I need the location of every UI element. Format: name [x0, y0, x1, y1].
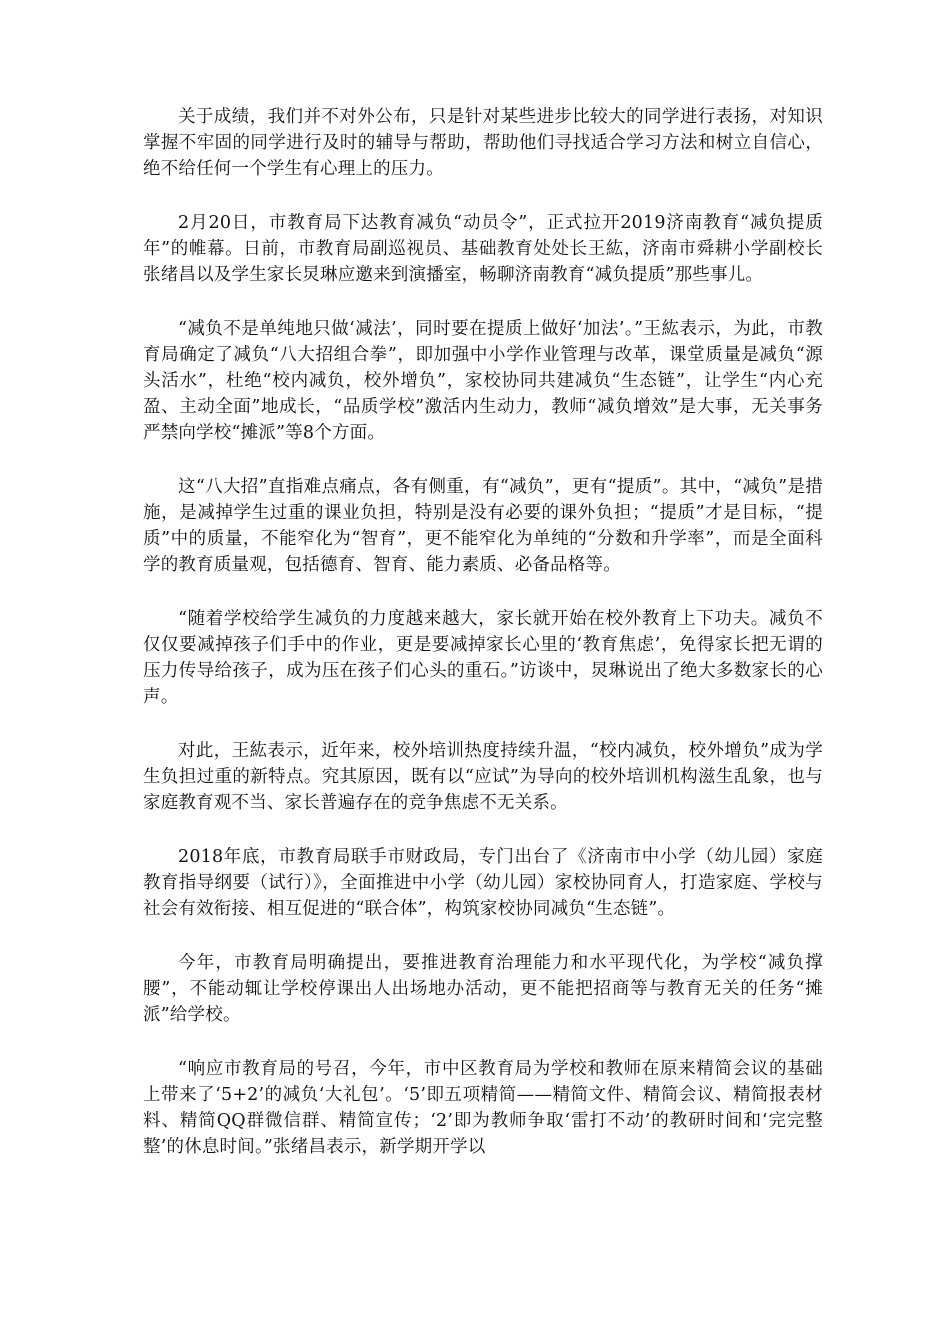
paragraph-9: “响应市教育局的号召，今年，市中区教育局为学校和教师在原来精简会议的基础上带来了‘5+2’的减负‘大礼包’。‘5’即五项精简——精简文件、精简会议、精简报表材料、精简QQ群微信群、精简宣传；‘2’即为教师争取‘雷打不动’的教研时间和‘完完整整’的休息时间。”张绪昌表示，新学期开学以 — [143, 1059, 823, 1157]
paragraph-2: 2月20日，市教育局下达教育减负“动员令”，正式拉开2019济南教育“减负提质年”的帷幕。日前，市教育局副巡视员、基础教育处处长王紘，济南市舜耕小学副校长张绪昌以及学生家长炅琳应邀来到演播室，畅聊济南教育“减负提质”那些事儿。 — [143, 213, 823, 285]
paragraph-3: “减负不是单纯地只做‘减法’，同时要在提质上做好‘加法’。”王紘表示，为此，市教育局确定了减负“八大招组合拳”，即加强中小学作业管理与改革，课堂质量是减负“源头活水”，杜绝“校内减负，校外增负”，家校协同共建减负“生态链”，让学生“内心充盈、主动全面”地成长，“品质学校”激活内生动力，教师“减负增效”是大事，无关事务严禁向学校“摊派”等8个方面。 — [143, 319, 823, 443]
paragraph-4: 这“八大招”直指难点痛点，各有侧重，有“减负”，更有“提质”。其中，“减负”是措施，是减掉学生过重的课业负担，特别是没有必要的课外负担；“提质”才是目标，“提质”中的质量，不能窄化为“智育”，更不能窄化为单纯的“分数和升学率”，而是全面科学的教育质量观，包括德育、智育、能力素质、必备品格等。 — [143, 477, 823, 575]
paragraph-7: 2018年底，市教育局联手市财政局，专门出台了《济南市中小学（幼儿园）家庭教育指导纲要（试行）》，全面推进中小学（幼儿园）家校协同育人，打造家庭、学校与社会有效衔接、相互促进的“联合体”，构筑家校协同减负“生态链”。 — [143, 847, 823, 919]
paragraph-6: 对此，王紘表示，近年来，校外培训热度持续升温，“校内减负，校外增负”成为学生负担过重的新特点。究其原因，既有以“应试”为导向的校外培训机构滋生乱象，也与家庭教育观不当、家长普遍存在的竞争焦虑不无关系。 — [143, 741, 823, 813]
paragraph-5: “随着学校给学生减负的力度越来越大，家长就开始在校外教育上下功夫。减负不仅仅要减掉孩子们手中的作业，更是要减掉家长心里的‘教育焦虑’，免得家长把无谓的压力传导给孩子，成为压在孩子们心头的重石。”访谈中，炅琳说出了绝大多数家长的心声。 — [143, 609, 823, 707]
paragraph-1: 关于成绩，我们并不对外公布，只是针对某些进步比较大的同学进行表扬，对知识掌握不牢固的同学进行及时的辅导与帮助，帮助他们寻找适合学习方法和树立自信心，绝不给任何一个学生有心理上的压力。 — [143, 107, 823, 179]
paragraph-8: 今年，市教育局明确提出，要推进教育治理能力和水平现代化，为学校“减负撑腰”，不能动辄让学校停课出人出场地办活动，更不能把招商等与教育无关的任务“摊派”给学校。 — [143, 953, 823, 1025]
document-body — [143, 104, 823, 1188]
